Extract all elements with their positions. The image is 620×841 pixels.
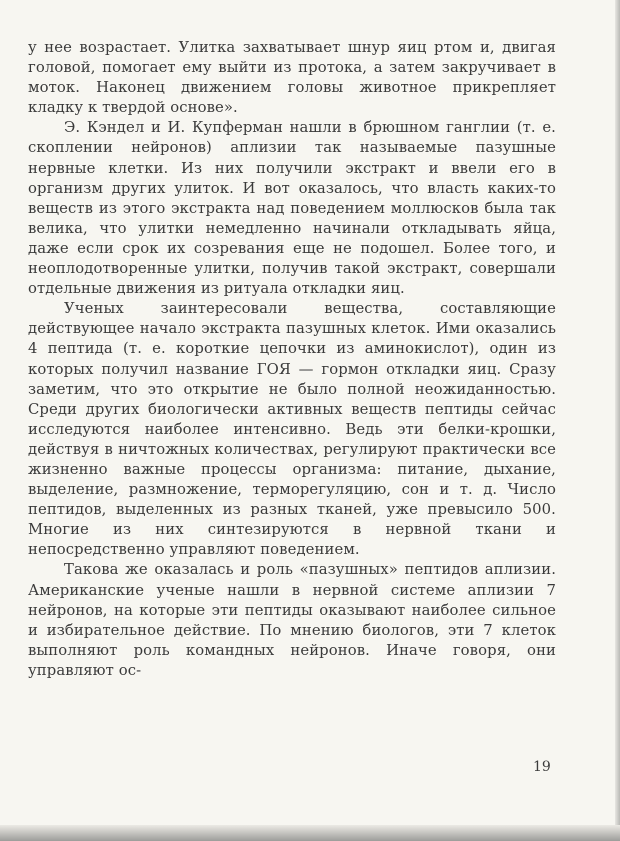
page-edge-bottom <box>0 825 620 841</box>
paragraph-3: Ученых заинтересовали вещества, составляющие действующее начало экстракта пазушных клеток. Ими оказались 4 пептида (т. е. короткие цепочки из аминокислот), один из которых получил название ГОЯ — гормон откладки яиц. Сразу заметим, что это открытие не было полной неожиданностью. Среди других биологически активных веществ пептиды сейчас исследуются наиболее интенсивно. Ведь эти белки-крошки, действуя в ничтожных количествах, регулируют практически все жизненно важные процессы организма: питание, дыхание, выделение, размножение, терморегуляцию, сон и т. д. Число пептидов, выделенных из разных тканей, уже превысило 500. Многие из них синтезируются в нервной ткани и непосредственно управляют поведением. <box>28 300 556 559</box>
paragraph-1: у нее возрастает. Улитка захватывает шнур яиц ртом и, двигая головой, помогает ему выйти из протока, а затем закручивает в моток. Наконец движением головы животное прикрепляет кладку к твердой основе». <box>28 39 556 117</box>
page-number: 19 <box>533 759 551 775</box>
page-edge-right <box>615 0 620 841</box>
body-text <box>28 38 556 681</box>
paragraph-2: Э. Кэндел и И. Купферман нашли в брюшном ганглии (т. е. скоплении нейронов) аплизии так называемые пазушные нервные клетки. Из них получили экстракт и ввели его в организм других улиток. И вот оказалось, что власть каких-то веществ из этого экстракта над поведением моллюсков была так велика, что улитки немедленно начинали откладывать яйца, даже если срок их созревания еще не подошел. Более того, и неоплодотворенные улитки, получив такой экстракт, совершали отдельные движения из ритуала откладки яиц. <box>28 119 556 298</box>
paragraph-4: Такова же оказалась и роль «пазушных» пептидов аплизии. Американские ученые нашли в нервной системе аплизии 7 нейронов, на которые эти пептиды оказывают наиболее сильное и избирательное действие. По мнению биологов, эти 7 клеток выполняют роль командных нейронов. Иначе говоря, они управляют ос- <box>28 561 556 679</box>
